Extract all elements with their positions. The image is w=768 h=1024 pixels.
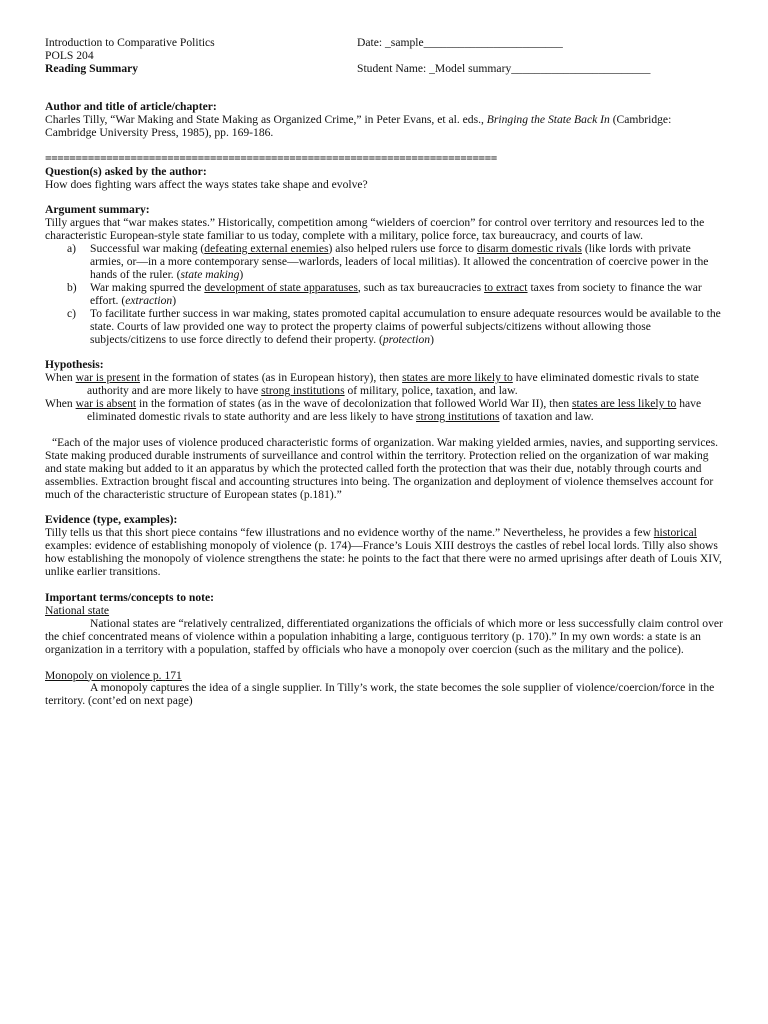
list-marker: c) [67, 306, 77, 320]
citation [45, 114, 723, 140]
underlined-phrase: disarm domestic rivals [476, 242, 582, 256]
term-title-national-state: National state [45, 603, 110, 617]
text-span: Successful war making ( [90, 242, 205, 256]
text-span: War making spurred the [90, 280, 205, 294]
term-title-monopoly: Monopoly on violence p. 171 [45, 668, 182, 682]
divider-rule: ========================================================================== [45, 152, 497, 165]
text-span: ) [172, 293, 177, 307]
text-span: in the formation of states (as in European history), then [139, 371, 403, 385]
document-body [45, 101, 723, 708]
hypothesis-war-absent [45, 398, 723, 424]
text-span: Tilly tells us that this short piece contains “few illustrations and no evidence worthy of the name.” Nevertheless, he provides a few [45, 526, 654, 540]
citation-publisher: (Cambridge: Cambridge University Press, 1985), pp. 169-186. [45, 112, 672, 139]
terms-heading: Important terms/concepts to note: [45, 591, 215, 604]
text-span: (like lords with private armies, or—in a more contemporary sense—warlords, leaders of local militias). It allowed the concentration of coercive power in the hands of the ruler. ( [90, 242, 709, 281]
question-text: How does fighting wars affect the ways states take shape and evolve? [45, 177, 368, 191]
block-quote: “Each of the major uses of violence produced characteristic forms of organization. War making yielded armies, navies, and supporting services. State making produced durable instruments of surveillance and control within the territory. Protection relied on the organization of war making and state making but added to it an apparatus by which the protected called forth the protection that was their due, notably through courts and assemblies. Extraction brought fiscal and accounting structures into being. The organization and deployment of violence themselves account for much of the characteristic structure of European states (p.181).” [45, 435, 719, 501]
argument-intro: Tilly argues that “war makes states.” Historically, competition among “wielders of coercion” for control over territory and resources led to the characteristic European-style state familiar to us today, complete with a military, police force, tax bureaucracy, and courts of law. [45, 216, 705, 243]
text-span: in the formation of states (as in the wave of decolonization that followed World War II), then [136, 397, 573, 411]
underlined-phrase: defeating external enemies [204, 242, 329, 256]
argument-heading: Argument summary: [45, 203, 150, 217]
list-marker: b) [67, 280, 77, 294]
argument-point-a [45, 243, 723, 282]
underlined-phrase: states are less likely to [572, 397, 677, 411]
term-definition-national-state: National states are “relatively centralized, differentiated organizations the officials of which more or less successfully claim control over the chief concentrated means of violence within a population inhabiting a large, contiguous territory (p. 170).” In my own words: a state is an organization in a territory with a population, staffed by officials who have a monopoly over coercion (such as the military and the police). [45, 616, 723, 656]
text-span: of military, police, taxation, and law. [344, 384, 518, 398]
underlined-phrase: states are more likely to [402, 371, 513, 385]
text-span: have eliminated domestic rivals to state authority and are less likely to have [87, 397, 702, 424]
text-span: have eliminated domestic rivals to state authority and are more likely to have [87, 371, 699, 398]
underlined-phrase: to extract [484, 280, 528, 294]
list-marker: a) [67, 242, 77, 256]
text-span: When [45, 397, 76, 411]
date-line: Date: _sample________________________ [357, 36, 563, 49]
evidence-text [45, 527, 723, 579]
evidence-heading: Evidence (type, examples): [45, 513, 178, 527]
italic-term: state making [180, 267, 240, 281]
document-type: Reading Summary [45, 62, 139, 75]
text-span: , such as tax bureaucracies [357, 280, 485, 294]
text-span: ) [239, 267, 244, 281]
underlined-phrase: war is absent [75, 397, 137, 411]
citation-text: Charles Tilly, “War Making and State Making as Organized Crime,” in Peter Evans, et al. eds., [45, 112, 487, 126]
course-code: POLS 204 [45, 49, 94, 62]
spacer [45, 140, 723, 153]
underlined-phrase: historical [653, 526, 697, 540]
spacer [45, 346, 723, 359]
text-span: examples: evidence of establishing monopoly of violence (p. 174)—France’s Louis XIII destroys the castles of rebel local lords. Tilly also shows how establishing the monopoly of violence strengthens the state: he points to the fact that there were no armed uprisings after death of Louis XIV, unlike earlier transitions. [45, 539, 722, 579]
course-title: Introduction to Comparative Politics [45, 36, 215, 49]
text-span: taxes from society to finance the war effort. ( [90, 280, 702, 307]
spacer [45, 424, 723, 437]
italic-term: protection [382, 332, 431, 346]
italic-term: extraction [125, 293, 173, 307]
argument-point-c [45, 308, 723, 347]
question-heading: Question(s) asked by the author: [45, 164, 207, 178]
underlined-phrase: development of state apparatuses [204, 280, 358, 294]
hypothesis-war-present [45, 372, 723, 398]
text-span: of taxation and law. [499, 410, 594, 424]
argument-point-b [45, 282, 723, 308]
text-span: When [45, 371, 76, 385]
text-span: ) [430, 332, 434, 346]
author-heading: Author and title of article/chapter: [45, 100, 217, 113]
student-name-line: Student Name: _Model summary________________________ [357, 62, 651, 75]
underlined-phrase: war is present [75, 371, 140, 385]
hypothesis-heading: Hypothesis: [45, 358, 104, 372]
spacer [45, 657, 723, 670]
underlined-phrase: strong institutions [261, 384, 345, 398]
book-title: Bringing the State Back In [486, 112, 610, 126]
document-header [45, 37, 725, 76]
text-span: To facilitate further success in war making, states promoted capital accumulation to ensure adequate resources would be available to the state. Courts of law provided one way to protect the property claims of powerful subjects/citizens without allowing those subjects/citizens to use force directly to defend their property. ( [90, 306, 721, 346]
text-span: ) also helped rulers use force to [328, 242, 477, 256]
underlined-phrase: strong institutions [416, 410, 500, 424]
term-definition-monopoly: A monopoly captures the idea of a single supplier. In Tilly’s work, the state becomes the sole supplier of violence/coercion/force in the territory. (cont’ed on next page) [45, 681, 715, 708]
